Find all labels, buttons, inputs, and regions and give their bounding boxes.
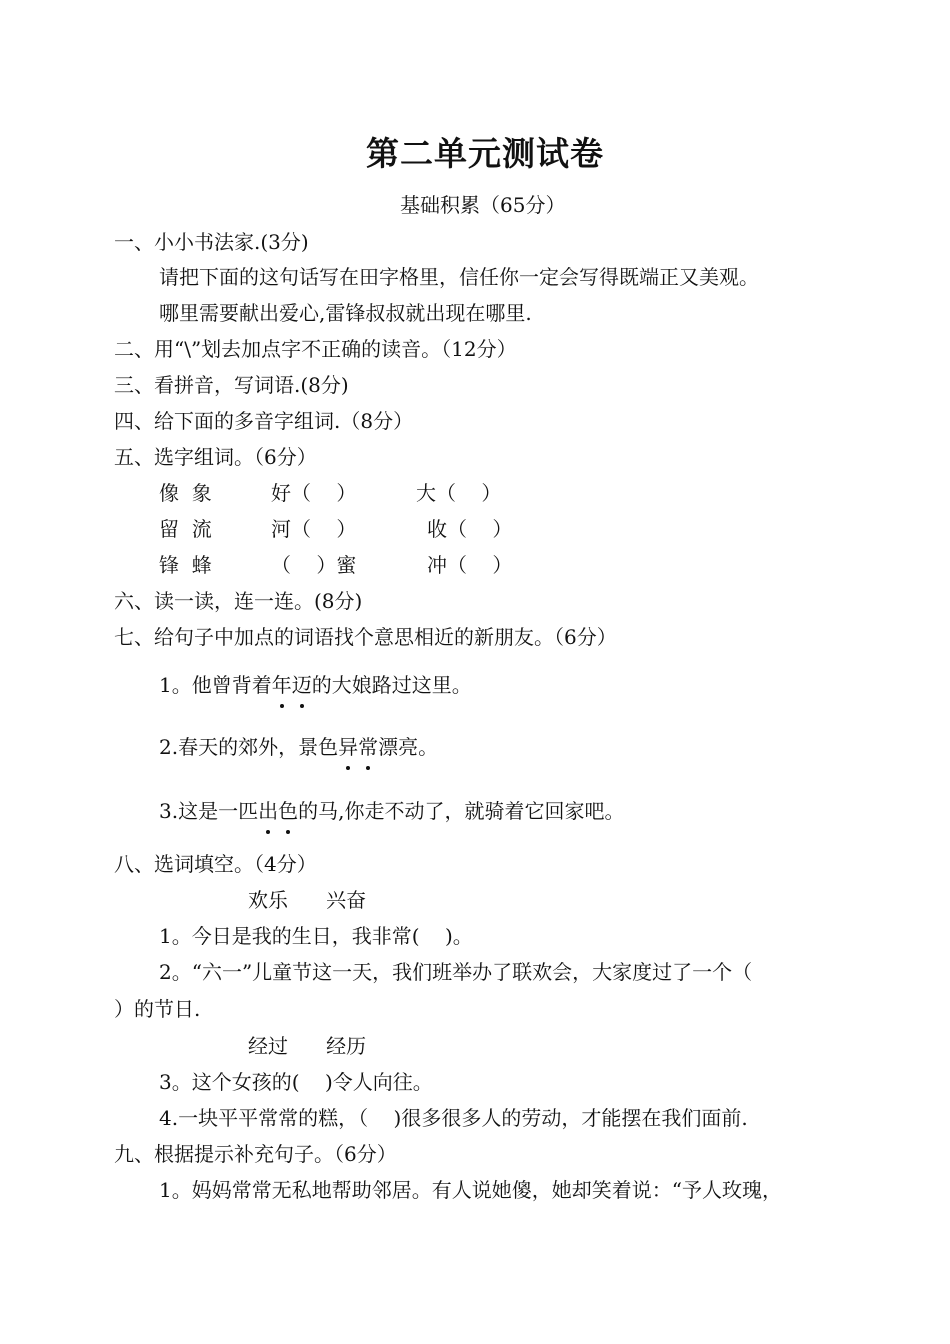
section-1-sentence: 哪里需要献出爱心,雷锋叔叔就出现在哪里. (159, 301, 532, 325)
page-title: 第二单元测试卷 (366, 134, 604, 173)
section-5-row-pair: 留 流 (159, 517, 212, 541)
section-5-row-blank-b: 冲（ ） (427, 553, 513, 577)
section-3-heading: 三、看拼音，写词语.(8分) (114, 373, 349, 397)
item-text: 的大娘路过这里。 (311, 673, 472, 697)
section-5-heading: 五、选字组词。（6分） (114, 445, 317, 469)
section-5-row-blank-b: 大（ ） (416, 481, 502, 505)
word-choices-2: 经过 经历 (248, 1034, 367, 1058)
section-7-item-1 (159, 672, 472, 698)
section-8-question-1: 1。今日是我的生日，我非常( )。 (159, 924, 473, 948)
subtitle: 基础积累（65分） (400, 193, 566, 217)
section-8-question-2-cont: ）的节日. (114, 997, 201, 1021)
section-5-row-blank-a: 好（ ） (271, 481, 357, 505)
item-text: 的马,你走不动了，就骑着它回家吧。 (298, 799, 625, 823)
item-text: 3.这是一匹 (159, 799, 259, 823)
section-1-heading: 一、小小书法家.(3分) (114, 230, 309, 254)
dotted-character: 迈 (291, 673, 312, 697)
word-choices-1: 欢乐 兴奋 (248, 888, 367, 912)
section-1-instruction: 请把下面的这句话写在田字格里，信任你一定会写得既端正又美观。 (159, 265, 759, 289)
dotted-character: 色 (278, 799, 299, 823)
section-2-heading: 二、用“\”划去加点字不正确的读音。（12分） (114, 337, 517, 361)
section-5-row-pair: 像 象 (159, 481, 212, 505)
section-8-question-4: 4.一块平平常常的糕，（ )很多很多人的劳动，才能摆在我们面前. (159, 1106, 748, 1130)
dotted-character: 常 (358, 735, 379, 759)
item-text: 1。他曾背着 (159, 673, 272, 697)
section-5-row-pair: 锋 蜂 (159, 553, 212, 577)
section-7-item-2 (159, 734, 438, 760)
section-9-heading: 九、根据提示补充句子。（6分） (114, 1142, 397, 1166)
section-8-question-2: 2。“六一”儿童节这一天，我们班举办了联欢会，大家度过了一个（ (159, 960, 753, 984)
item-text: 漂亮。 (378, 735, 439, 759)
section-5-row-blank-a: （ ）蜜 (271, 553, 357, 577)
section-7-heading: 七、给句子中加点的词语找个意思相近的新朋友。（6分） (114, 625, 617, 649)
section-6-heading: 六、读一读，连一连。(8分) (114, 589, 363, 613)
item-text: 2.春天的郊外，景色 (159, 735, 339, 759)
section-4-heading: 四、给下面的多音字组词.（8分） (114, 409, 414, 433)
dotted-character: 出 (258, 799, 279, 823)
section-8-heading: 八、选词填空。（4分） (114, 852, 317, 876)
dotted-character: 异 (338, 735, 359, 759)
section-7-item-3 (159, 798, 624, 824)
section-5-row-blank-a: 河（ ） (271, 517, 357, 541)
section-9-question-1: 1。妈妈常常无私地帮助邻居。有人说她傻，她却笑着说：“予人玫瑰， (159, 1178, 782, 1202)
section-5-row-blank-b: 收（ ） (427, 517, 513, 541)
section-8-question-3: 3。这个女孩的( )令人向往。 (159, 1070, 433, 1094)
dotted-character: 年 (271, 673, 292, 697)
